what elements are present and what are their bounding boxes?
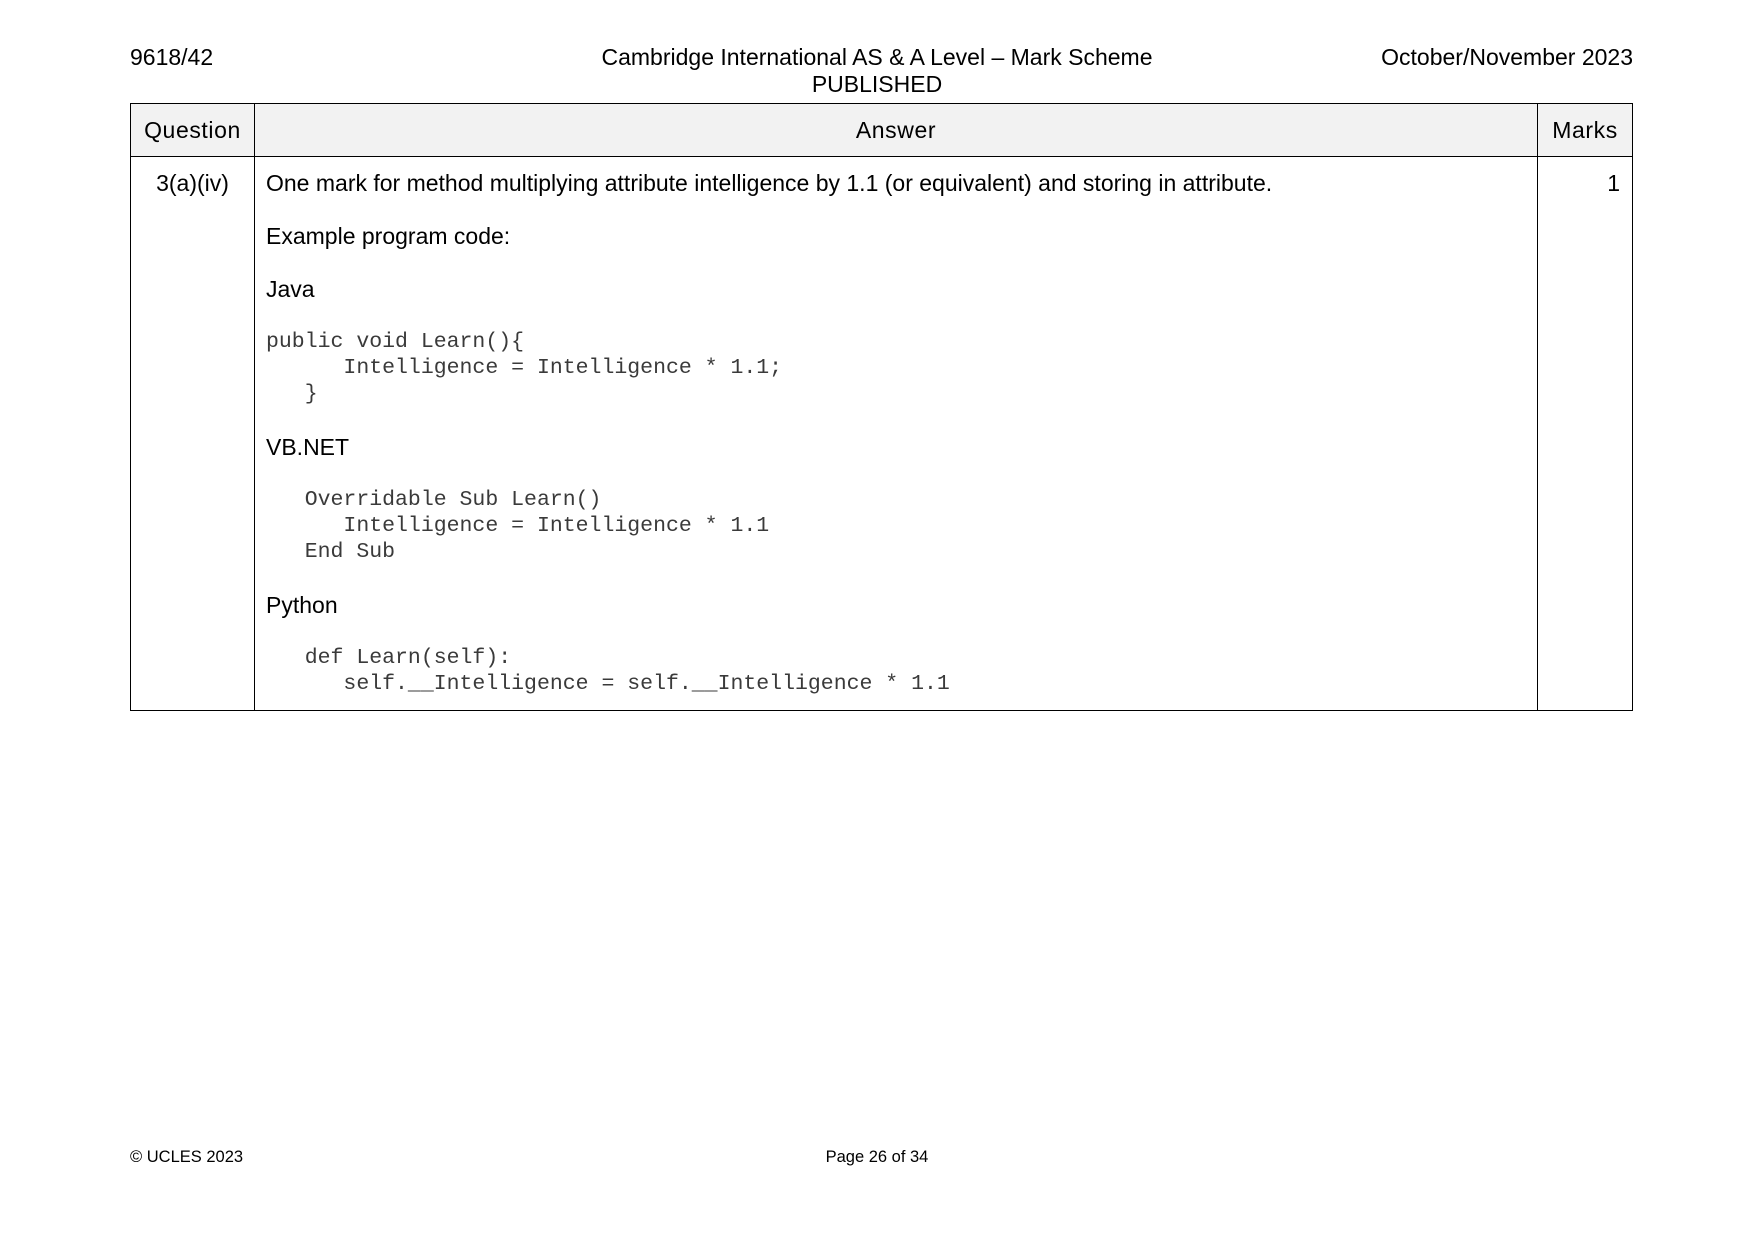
code-line: Intelligence = Intelligence * 1.1 — [266, 514, 770, 538]
code-line: End Sub — [266, 540, 396, 564]
table-header-row — [131, 104, 1633, 157]
exam-session: October/November 2023 — [1381, 44, 1633, 70]
answer-cell — [255, 157, 1538, 711]
mark-scheme-table — [130, 103, 1633, 711]
code-block-vbnet — [266, 487, 1527, 565]
code-line: Overridable Sub Learn() — [266, 488, 602, 512]
column-header-question: Question — [131, 104, 255, 157]
code-line: } — [266, 382, 318, 406]
language-label-vbnet: VB.NET — [266, 434, 350, 460]
copyright-notice: © UCLES 2023 — [130, 1148, 244, 1166]
document-title: Cambridge International AS & A Level – Mark Scheme — [601, 44, 1153, 70]
code-line: public void Learn(){ — [266, 330, 525, 354]
table-row — [131, 157, 1633, 711]
column-header-marks: Marks — [1538, 104, 1633, 157]
question-number: 3(a)(iv) — [131, 157, 255, 711]
document-subtitle: PUBLISHED — [811, 71, 943, 97]
code-block-python — [266, 645, 1527, 697]
column-header-answer: Answer — [255, 104, 1538, 157]
code-line: Intelligence = Intelligence * 1.1; — [266, 356, 783, 380]
marks-value: 1 — [1538, 157, 1633, 711]
example-label: Example program code: — [266, 223, 511, 249]
language-label-python: Python — [266, 592, 338, 618]
code-line: self.__Intelligence = self.__Intelligence * 1.1 — [266, 672, 950, 696]
language-label-java: Java — [266, 276, 315, 302]
paper-code: 9618/42 — [130, 44, 214, 70]
page-number: Page 26 of 34 — [825, 1148, 929, 1166]
mark-point: One mark for method multiplying attribute intelligence by 1.1 (or equivalent) and storing in attribute. — [266, 170, 1273, 196]
code-block-java — [266, 329, 1527, 407]
code-line: def Learn(self): — [266, 646, 512, 670]
